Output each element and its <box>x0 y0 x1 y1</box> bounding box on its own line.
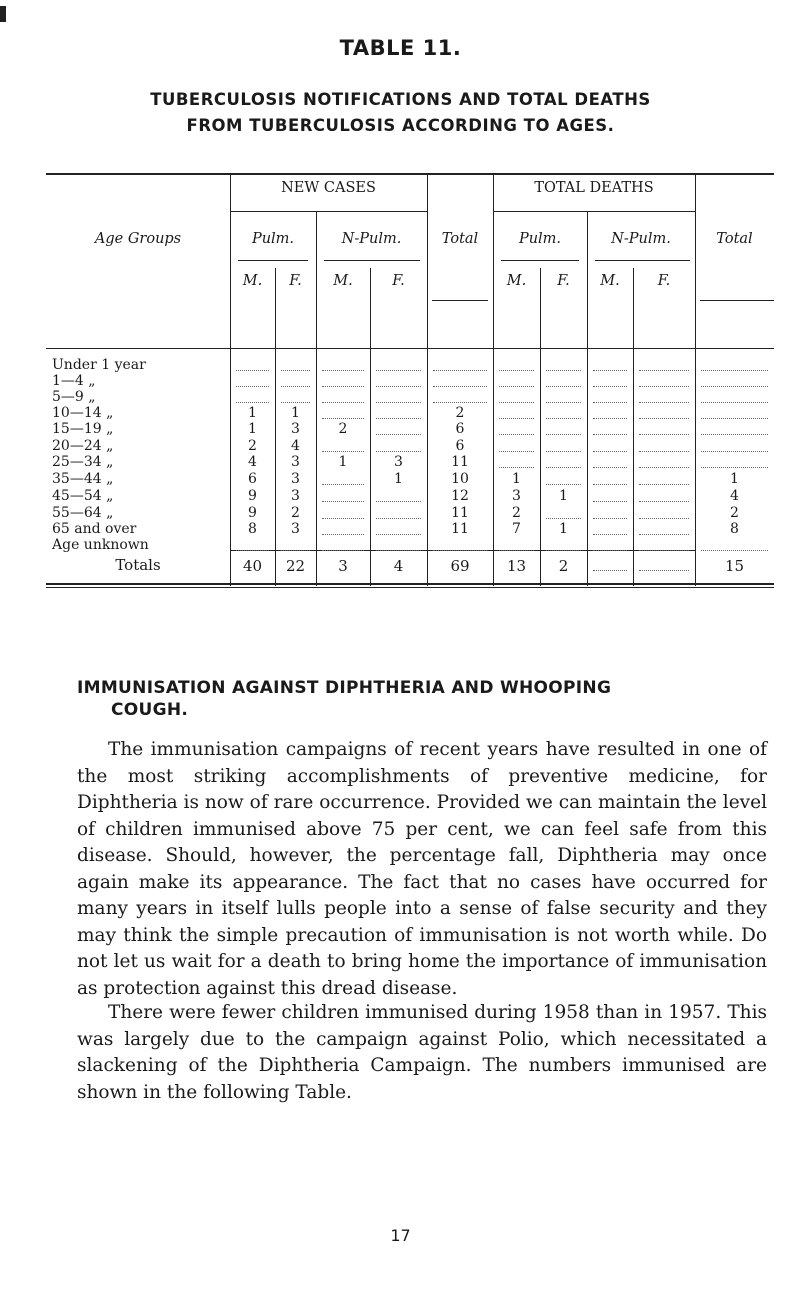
death-pulm-m-header: M. <box>506 273 527 289</box>
totals-label: Totals <box>115 556 161 574</box>
table-cell: 8 <box>730 521 739 537</box>
table-cell: 3 <box>291 454 300 470</box>
empty-cell-leader <box>546 401 581 403</box>
table-cell: 11 <box>451 454 469 470</box>
total-cell: 13 <box>506 557 527 575</box>
empty-cell-leader <box>433 549 487 551</box>
empty-cell-leader <box>376 385 421 387</box>
table-cell: 6 <box>455 421 465 437</box>
paragraph: The immunisation campaigns of recent years have resulted in one of the most striking accomplishments of preventive medicine, for Diphtheria is now of rare occurrence. Provided we can maintain the level of children immunised above 75 per cent, we can feel safe from this disease. Should, however, the percentage fall, Diphtheria may once again make its appearance. The fact that no cases have occurred for many years in itself lulls people into a sense of false security and they may think the simple precaution of immunisation is not worth while. Do not let us wait for a death to bring home the importance of immunisation as protection against this dread disease. <box>77 739 767 999</box>
age-group-label: 1—4 „ <box>52 373 96 389</box>
empty-cell-leader <box>322 401 364 403</box>
new-cases-header: NEW CASES <box>281 180 376 196</box>
empty-cell-leader <box>281 549 310 551</box>
empty-cell-leader <box>499 549 534 551</box>
total-cell: 15 <box>724 557 745 575</box>
table-title: TABLE 11. <box>339 36 462 60</box>
table-cell: 1 <box>512 471 521 487</box>
total-cell: 2 <box>558 557 569 575</box>
age-group-label: 55—64 „ <box>52 505 114 521</box>
total-deaths-header: TOTAL DEATHS <box>534 180 654 196</box>
table-cell: 1 <box>559 488 568 504</box>
empty-cell-leader <box>433 369 487 371</box>
empty-cell-leader <box>593 466 627 468</box>
empty-cell-leader <box>639 483 689 485</box>
table-cell: 6 <box>248 471 257 487</box>
empty-cell-leader <box>639 533 689 535</box>
empty-cell-leader <box>639 433 689 435</box>
empty-cell-leader <box>701 417 768 419</box>
empty-cell-leader <box>546 450 581 452</box>
table-cell: 9 <box>248 505 257 521</box>
age-groups-header: Age Groups <box>94 231 182 247</box>
age-group-label: 15—19 „ <box>52 421 114 437</box>
age-group-label: 10—14 „ <box>52 405 114 421</box>
new-npulm-m-header: M. <box>333 273 353 289</box>
empty-cell-leader <box>236 401 269 403</box>
deaths-npulm-header: N-Pulm. <box>611 231 671 247</box>
empty-cell-leader <box>593 401 627 403</box>
table-cell: 11 <box>451 505 469 521</box>
empty-cell-leader <box>499 450 534 452</box>
empty-cell-leader <box>639 549 689 551</box>
section-heading-line: IMMUNISATION AGAINST DIPHTHERIA AND WHOOPING <box>77 678 612 698</box>
empty-cell-leader <box>593 450 627 452</box>
empty-cell-leader <box>499 401 534 403</box>
empty-cell-leader <box>236 385 269 387</box>
empty-cell-leader <box>376 500 421 502</box>
new-cases-pulm-header: Pulm. <box>251 231 295 247</box>
empty-cell-leader <box>593 533 627 535</box>
empty-cell-leader <box>593 549 627 551</box>
death-npulm-m-header: M. <box>600 273 620 289</box>
total-cell: 40 <box>242 557 263 575</box>
empty-cell-leader <box>376 401 421 403</box>
empty-cell-leader <box>593 417 627 419</box>
empty-cell-leader <box>546 517 581 519</box>
table-cell: 2 <box>512 505 521 521</box>
empty-cell-leader <box>376 433 421 435</box>
empty-cell-leader <box>236 369 269 371</box>
table-cell: 4 <box>730 488 739 504</box>
table-cell: 7 <box>512 521 521 537</box>
empty-cell-leader <box>546 385 581 387</box>
table-cell: 4 <box>291 438 300 454</box>
page-number: 17 <box>390 1226 411 1245</box>
empty-cell-leader <box>499 466 534 468</box>
age-group-label: 20—24 „ <box>52 438 114 454</box>
empty-cell-leader <box>322 517 364 519</box>
age-group-label: 45—54 „ <box>52 488 114 504</box>
table-cell: 3 <box>291 421 300 437</box>
empty-cell-leader <box>433 385 487 387</box>
empty-cell-leader <box>639 401 689 403</box>
empty-cell-leader <box>701 433 768 435</box>
death-pulm-f-header: F. <box>557 273 570 289</box>
empty-cell-leader <box>639 450 689 452</box>
table-cell: 1 <box>338 454 348 470</box>
age-group-label: Age unknown <box>52 537 149 553</box>
empty-cell-leader <box>701 401 768 403</box>
empty-cell-leader <box>376 369 421 371</box>
empty-cell-leader <box>546 549 581 551</box>
empty-cell-leader <box>281 369 310 371</box>
table-cell: 2 <box>248 438 257 454</box>
empty-cell-leader <box>322 500 364 502</box>
empty-cell-leader <box>322 450 364 452</box>
empty-cell-leader <box>281 385 310 387</box>
empty-cell-leader <box>322 369 364 371</box>
empty-cell-leader <box>701 369 768 371</box>
empty-cell-leader <box>593 369 627 371</box>
table-cell: 3 <box>291 488 300 504</box>
deaths-total-header: Total <box>716 231 753 247</box>
table-cell: 4 <box>248 454 257 470</box>
empty-cell-leader <box>639 466 689 468</box>
empty-cell-leader <box>639 369 689 371</box>
empty-cell-leader <box>593 483 627 485</box>
deaths-pulm-header: Pulm. <box>518 231 562 247</box>
empty-cell-leader <box>376 450 421 452</box>
age-group-label: 5—9 „ <box>52 389 96 405</box>
empty-cell-leader <box>593 433 627 435</box>
empty-cell-leader <box>546 466 581 468</box>
table-cell: 2 <box>338 421 348 437</box>
table-subtitle-continued: FROM TUBERCULOSIS ACCORDING TO AGES. <box>186 116 615 135</box>
table-cell: 2 <box>730 505 739 521</box>
table-cell: 1 <box>394 471 403 487</box>
table-cell: 3 <box>291 471 300 487</box>
empty-cell-leader <box>376 549 421 551</box>
empty-cell-leader <box>236 549 269 551</box>
empty-cell-leader <box>499 385 534 387</box>
empty-cell-leader <box>639 417 689 419</box>
new-npulm-f-header: F. <box>392 273 405 289</box>
table-cell: 6 <box>455 438 465 454</box>
empty-cell-leader <box>433 401 487 403</box>
death-npulm-f-header: F. <box>657 273 671 289</box>
table-cell: 9 <box>248 488 257 504</box>
empty-cell-leader <box>322 549 364 551</box>
empty-cell-leader <box>639 569 689 571</box>
section-heading <box>77 677 777 721</box>
empty-cell-leader <box>376 517 421 519</box>
total-cell: 22 <box>285 557 306 575</box>
empty-cell-leader <box>322 483 364 485</box>
new-cases-npulm-header: N-Pulm. <box>341 231 402 247</box>
empty-cell-leader <box>322 385 364 387</box>
empty-cell-leader <box>701 466 768 468</box>
empty-cell-leader <box>593 517 627 519</box>
empty-cell-leader <box>593 385 627 387</box>
table-cell: 2 <box>455 405 465 421</box>
age-group-label: 65 and over <box>52 521 137 537</box>
table-cell: 1 <box>730 471 739 487</box>
age-group-label: 25—34 „ <box>52 454 114 470</box>
empty-cell-leader <box>499 417 534 419</box>
table-cell: 12 <box>451 488 469 504</box>
new-pulm-f-header: F. <box>289 273 302 289</box>
empty-cell-leader <box>499 369 534 371</box>
empty-cell-leader <box>639 517 689 519</box>
table-subtitle: TUBERCULOSIS NOTIFICATIONS AND TOTAL DEATHS <box>150 90 651 109</box>
new-pulm-m-header: M. <box>242 273 263 289</box>
table-cell: 1 <box>559 521 568 537</box>
empty-cell-leader <box>701 385 768 387</box>
empty-cell-leader <box>546 483 581 485</box>
table-cell: 3 <box>291 521 300 537</box>
total-cell: 3 <box>338 557 348 575</box>
empty-cell-leader <box>499 433 534 435</box>
table-cell: 3 <box>394 454 403 470</box>
total-cell: 69 <box>450 557 470 575</box>
table-cell: 1 <box>248 421 257 437</box>
new-cases-total-header: Total <box>441 231 479 247</box>
empty-cell-leader <box>322 533 364 535</box>
table-cell: 10 <box>451 471 469 487</box>
empty-cell-leader <box>376 533 421 535</box>
empty-cell-leader <box>546 417 581 419</box>
table-cell: 1 <box>248 405 257 421</box>
table-cell: 11 <box>451 521 469 537</box>
empty-cell-leader <box>322 417 364 419</box>
empty-cell-leader <box>701 450 768 452</box>
empty-cell-leader <box>546 369 581 371</box>
empty-cell-leader <box>701 549 768 551</box>
section-heading-line-2: COUGH. <box>111 700 189 720</box>
empty-cell-leader <box>546 433 581 435</box>
table-cell: 1 <box>291 405 300 421</box>
empty-cell-leader <box>593 569 627 571</box>
age-group-label: Under 1 year <box>52 357 146 373</box>
empty-cell-leader <box>639 385 689 387</box>
age-group-label: 35—44 „ <box>52 471 114 487</box>
empty-cell-leader <box>376 417 421 419</box>
paragraph: There were fewer children immunised during 1958 than in 1957. This was largely due to the campaign against Polio, which necessitated a slackening of the Diphtheria Campaign. The numbers immunised are shown in the following Table. <box>77 1002 767 1103</box>
table-cell: 3 <box>512 488 521 504</box>
empty-cell-leader <box>281 401 310 403</box>
table-cell: 2 <box>291 505 300 521</box>
total-cell: 4 <box>393 557 404 575</box>
empty-cell-leader <box>639 500 689 502</box>
table-cell: 8 <box>248 521 257 537</box>
empty-cell-leader <box>593 500 627 502</box>
